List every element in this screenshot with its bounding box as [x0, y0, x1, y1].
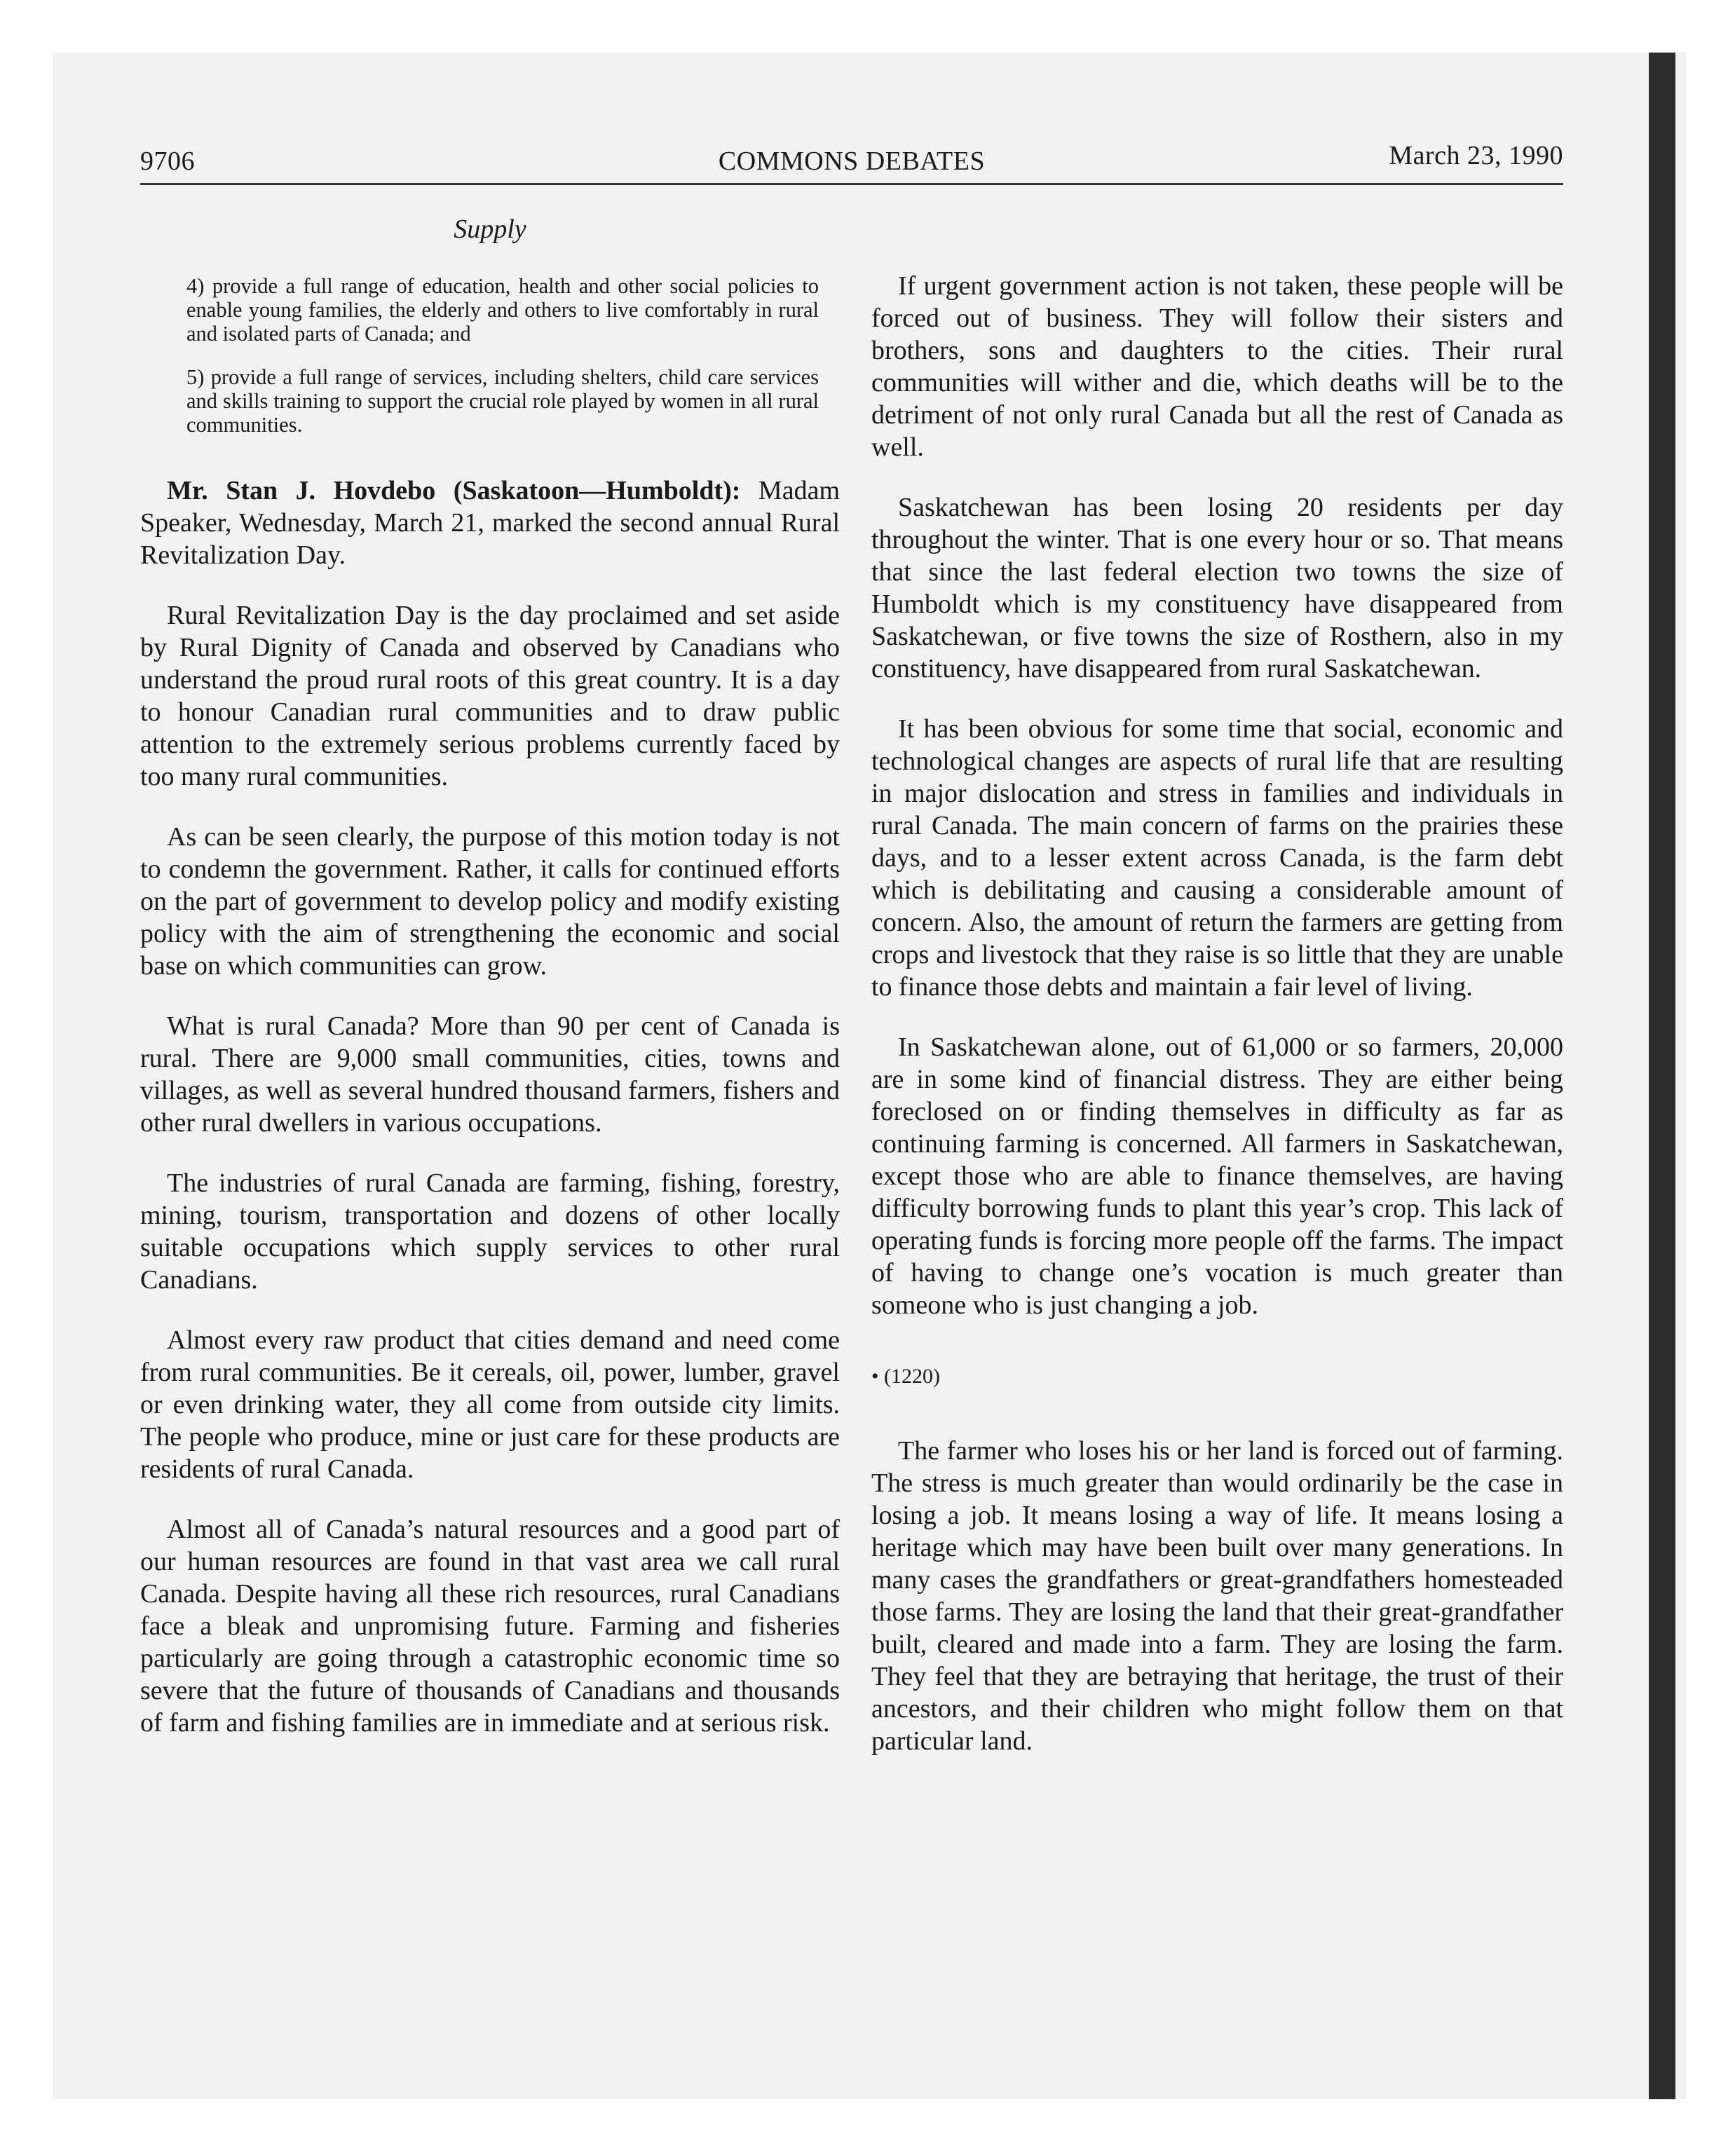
- paragraph: What is rural Canada? More than 90 per cent of Canada is rural. There are 9,000 small communities, cities, towns and villages, as well as several hundred thousand farmers, fishers and other rural dwellers in various occupations.: [140, 1011, 840, 1138]
- quoted-item: 5) provide a full range of services, including shelters, child care services and skills training to support the crucial role played by women in all rural communities.: [186, 365, 819, 437]
- paragraph: Almost all of Canada’s natural resources and a good part of our human resources are found in that vast area we call rural Canada. Despite having all these rich resources, rural Canadians face a bleak and unpromising future. Farming and fisheries particularly are going through a catastrophic economic time so severe that the future of thousands of Canadians and thousands of farm and fishing families are in immediate and at serious risk.: [140, 1515, 840, 1738]
- section-title: Supply: [454, 214, 526, 244]
- paragraph: If urgent government action is not taken, these people will be forced out of business. They will follow their sisters and brothers, sons and daughters to the cities. Their rural communities will wither and die, which deaths will be to the detriment of not only rural Canada but all the rest of Canada as well.: [871, 271, 1563, 462]
- publication-title: COMMONS DEBATES: [718, 146, 986, 176]
- speaker-paragraph: [140, 475, 840, 571]
- paragraph: In Saskatchewan alone, out of 61,000 or so farmers, 20,000 are in some kind of financial distress. They are either being foreclosed on or finding themselves in difficulty as far as continuing farming is concerned. All farmers in Saskatchewan, except those who are able to finance themselves, are having difficulty borrowing funds to plant this year’s crop. This lack of operating funds is forcing more people off the farms. The impact of having to change one’s vocation is much greater than someone who is just changing a job.: [871, 1032, 1563, 1320]
- publication-date: March 23, 1990: [1389, 141, 1563, 170]
- scan-edge-shadow: [1649, 53, 1675, 2099]
- paragraph: As can be seen clearly, the purpose of this motion today is not to condemn the government. Rather, it calls for continued efforts on the part of government to develop policy and modify existing policy with the aim of strengthening the economic and social base on which communities can grow.: [140, 822, 840, 981]
- paragraph: Saskatchewan has been losing 20 residents per day throughout the winter. That is one every hour or so. That means that since the last federal election two towns the size of Humboldt which is my constituency have disappeared from Saskatchewan, or five towns the size of Rosthern, also in my constituency, have disappeared from rural Saskatchewan.: [871, 493, 1563, 683]
- page-number: 9706: [140, 146, 195, 176]
- quoted-item: 4) provide a full range of education, health and other social policies to enable young families, the elderly and others to live comfortably in rural and isolated parts of Canada; and: [186, 274, 819, 346]
- paragraph: It has been obvious for some time that social, economic and technological changes are aspects of rural life that are resulting in major dislocation and stress in families and individuals in rural Canada. The main concern of farms on the prairies these days, and to a lesser extent across Canada, is the farm debt which is debilitating and causing a considerable amount of concern. Also, the amount of return the farmers are getting from crops and livestock that they raise is so little that they are unable to finance those debts and maintain a fair level of living.: [871, 714, 1563, 1002]
- paragraph: The farmer who loses his or her land is forced out of farming. The stress is much greater than would ordinarily be the case in losing a job. It means losing a way of life. It means losing a heritage which may have been built over many generations. In many cases the grandfathers or great-grandfathers homesteaded those farms. They are losing the land that their great-grandfather built, cleared and made into a farm. They are losing the farm. They feel that they are betraying that heritage, the trust of their ancestors, and their children who might follow them on that particular land.: [871, 1436, 1563, 1756]
- paragraph: The industries of rural Canada are farming, fishing, forestry, mining, tourism, transportation and dozens of other locally suitable occupations which supply services to other rural Canadians.: [140, 1168, 840, 1295]
- header-rule: [140, 183, 1563, 185]
- time-marker: • (1220): [871, 1365, 940, 1388]
- paragraph: Almost every raw product that cities demand and need come from rural communities. Be it cereals, oil, power, lumber, gravel or even drinking water, they all come from outside city limits. The people who produce, mine or just care for these products are residents of rural Canada.: [140, 1325, 840, 1484]
- left-column: [140, 214, 840, 1767]
- speaker-opening: Madam Speaker, Wednesday, March 21, marked the second annual Rural Revitalization Day.: [140, 476, 840, 570]
- right-column: [871, 214, 1563, 1785]
- paragraph: Rural Revitalization Day is the day proclaimed and set aside by Rural Dignity of Canada and observed by Canadians who understand the proud rural roots of this great country. It is a day to honour Canadian rural communities and to draw public attention to the extremely serious problems currently faced by too many rural communities.: [140, 601, 840, 791]
- running-header: [140, 140, 1563, 182]
- speaker-name: Mr. Stan J. Hovdebo (Saskatoon—Humboldt):: [167, 476, 741, 505]
